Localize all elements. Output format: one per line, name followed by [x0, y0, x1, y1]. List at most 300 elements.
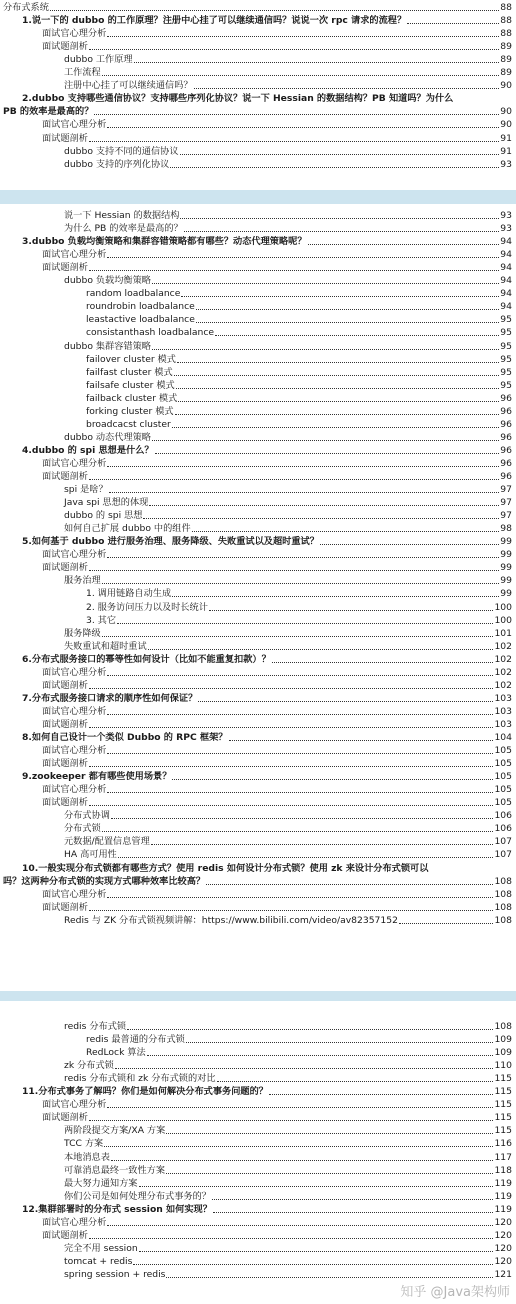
toc-entry[interactable]: [0, 1216, 512, 1229]
toc-page-number: 108: [494, 875, 512, 887]
toc-dot-leader: [107, 466, 499, 467]
toc-entry[interactable]: [0, 1190, 512, 1203]
toc-entry-title: consistanthash loadbalance: [86, 327, 215, 339]
toc-dot-leader: [320, 544, 499, 545]
toc-page-number: 105: [494, 758, 512, 770]
toc-entry[interactable]: [0, 1046, 512, 1059]
toc-entry[interactable]: [0, 640, 512, 653]
toc-page-number: 95: [500, 353, 512, 365]
toc-entry[interactable]: [0, 222, 512, 235]
toc-entry[interactable]: [0, 483, 512, 496]
toc-entry[interactable]: [0, 379, 512, 392]
toc-entry[interactable]: [0, 796, 512, 809]
toc-entry[interactable]: [0, 1020, 512, 1033]
toc-entry-title: zk 分布式锁: [64, 1060, 114, 1072]
toc-entry[interactable]: [0, 1255, 512, 1268]
toc-entry[interactable]: [0, 744, 512, 757]
toc-entry[interactable]: [0, 1124, 512, 1137]
toc-dot-leader: [172, 427, 500, 428]
toc-entry-title: 5.如何基于 dubbo 进行服务治理、服务降级、失败重试以及超时重试？: [22, 536, 319, 548]
toc-page-number: 120: [494, 1255, 512, 1267]
toc-entry[interactable]: [0, 666, 512, 679]
toc-entry-title: spring session + redis: [64, 1268, 166, 1280]
toc-page-number: 100: [494, 601, 512, 613]
toc-page-number: 118: [494, 1164, 512, 1176]
toc-entry-title: redis 分布式锁和 zk 分布式锁的对比: [64, 1073, 216, 1085]
toc-dot-leader: [89, 1120, 494, 1121]
toc-page-number: 108: [494, 914, 512, 926]
toc-dot-leader: [107, 792, 493, 793]
toc-page-number: 89: [500, 54, 512, 66]
toc-page-number: 95: [500, 366, 512, 378]
toc-dot-leader: [109, 492, 500, 493]
toc-dot-leader: [217, 1081, 494, 1082]
toc-dot-leader: [269, 1094, 493, 1095]
toc-dot-leader: [148, 649, 494, 650]
toc-entry[interactable]: [0, 353, 512, 366]
toc-page-number: 109: [494, 1034, 512, 1046]
toc-entry[interactable]: [0, 1, 512, 14]
toc-entry[interactable]: [0, 340, 512, 353]
toc-page-number: 93: [500, 210, 512, 221]
toc-entry-title: 3.dubbo 负载均衡策略和集群容错策略都有哪些？动态代理策略呢？: [22, 236, 307, 248]
toc-page-number: 120: [494, 1229, 512, 1241]
toc-entry-title: 3. 其它: [86, 614, 117, 626]
toc-dot-leader: [180, 218, 499, 219]
toc-page-number: 99: [500, 575, 512, 587]
toc-entry[interactable]: [0, 431, 512, 444]
toc-page-number: 96: [500, 471, 512, 482]
toc-dot-leader: [194, 88, 500, 89]
toc-dot-leader: [139, 1251, 494, 1252]
toc-entry[interactable]: [0, 261, 512, 274]
toc-entry[interactable]: [0, 653, 512, 666]
toc-entry-title: 工作流程: [64, 67, 101, 79]
toc-page-number: 106: [494, 810, 512, 822]
toc-entry[interactable]: [0, 392, 512, 405]
toc-entry-title: 1. 调用链路自动生成: [86, 588, 172, 600]
toc-dot-leader: [107, 127, 499, 128]
toc-entry[interactable]: [0, 587, 512, 600]
toc-dot-leader: [104, 1146, 493, 1147]
toc-page-number: 96: [500, 431, 512, 443]
toc-page-number: 94: [500, 301, 512, 313]
toc-entry-title: 为什么 PB 的效率是最高的？: [64, 223, 183, 235]
toc-dot-leader: [89, 805, 494, 806]
toc-entry[interactable]: [0, 601, 512, 614]
toc-page-number: 88: [500, 2, 512, 13]
toc-entry[interactable]: [0, 574, 512, 587]
toc-page-number: 107: [494, 836, 512, 848]
toc-entry-title: 面试官心理分析: [42, 784, 107, 796]
toc-entry-title: 分布式锁: [64, 823, 101, 835]
toc-dot-leader: [143, 518, 499, 519]
toc-entry-title: 9.zookeeper 都有哪些使用场景？: [22, 771, 172, 783]
toc-entry-title: Java spi 思想的体现: [64, 497, 149, 509]
toc-dot-leader: [172, 779, 493, 780]
toc-dot-leader: [198, 701, 493, 702]
toc-entry[interactable]: [0, 822, 512, 835]
toc-page-number: 108: [494, 901, 512, 913]
toc-entry[interactable]: [0, 561, 512, 574]
toc-entry-title: PB 的效率是最高的？: [3, 106, 94, 118]
toc-page-number: 99: [500, 536, 512, 548]
toc-entry-title: 面试题剖析: [42, 901, 88, 913]
toc-entry[interactable]: [0, 158, 512, 171]
toc-page-number: 103: [494, 705, 512, 717]
toc-dot-leader: [115, 1068, 494, 1069]
toc-entry-title: forking cluster 模式: [86, 405, 174, 417]
toc-entry-title: 面试官心理分析: [42, 249, 107, 261]
toc-page-number: 93: [500, 158, 512, 170]
toc-entry[interactable]: [0, 274, 512, 287]
toc-entry[interactable]: [0, 14, 512, 27]
toc-dot-leader: [89, 49, 499, 50]
toc-dot-leader: [107, 557, 499, 558]
toc-entry[interactable]: [0, 1177, 512, 1190]
toc-page-number: 103: [494, 718, 512, 730]
toc-entry-title: 元数据/配置信息管理: [64, 836, 150, 848]
toc-entry[interactable]: [0, 522, 512, 535]
toc-entry[interactable]: [0, 848, 512, 861]
toc-entry[interactable]: [0, 614, 512, 627]
toc-page-number: 97: [500, 510, 512, 522]
toc-entry[interactable]: [0, 679, 512, 692]
toc-entry[interactable]: [0, 1229, 512, 1242]
toc-entry-title: 面试题剖析: [42, 679, 88, 691]
toc-page-number: 120: [494, 1216, 512, 1228]
toc-entry-title: broadcacst cluster: [86, 418, 171, 430]
toc-page-number: 120: [494, 1242, 512, 1254]
toc-entry[interactable]: [0, 1242, 512, 1255]
toc-page-1: [0, 0, 516, 190]
toc-dot-leader: [107, 1225, 493, 1226]
toc-entry-title: 服务治理: [64, 575, 101, 587]
toc-entry-title: TCC 方案: [64, 1138, 104, 1150]
toc-dot-leader: [89, 570, 499, 571]
toc-entry[interactable]: [0, 248, 512, 261]
toc-entry[interactable]: [0, 444, 512, 457]
toc-entry[interactable]: [0, 326, 512, 339]
toc-dot-leader: [166, 1173, 493, 1174]
toc-dot-leader: [308, 244, 500, 245]
toc-entry[interactable]: [0, 914, 512, 927]
toc-dot-leader: [178, 401, 499, 402]
toc-page-number: 96: [500, 418, 512, 430]
toc-entry[interactable]: [0, 1151, 512, 1164]
toc-entry-title: HA 高可用性: [64, 849, 117, 861]
toc-dot-leader: [147, 1055, 494, 1056]
toc-page-number: 121: [494, 1268, 512, 1280]
toc-page-number: 115: [494, 1086, 512, 1098]
toc-entry-title: 1.说一下的 dubbo 的工作原理？注册中心挂了可以继续通信吗？说说一次 rpc 请求的流程？: [22, 15, 407, 27]
toc-entry[interactable]: [0, 79, 512, 92]
toc-entry-title-line[interactable]: 2.dubbo 支持哪些通信协议？支持哪些序列化协议？说一下 Hessian 的数据结构？PB 知道吗？为什么: [22, 93, 454, 105]
toc-dot-leader: [102, 831, 494, 832]
toc-entry-title: failfast cluster 模式: [86, 366, 173, 378]
toc-entry-title: dubbo 工作原理: [64, 54, 133, 66]
toc-dot-leader: [149, 505, 499, 506]
toc-page-number: 102: [494, 679, 512, 691]
toc-entry-title: 面试官心理分析: [42, 119, 107, 131]
toc-entry[interactable]: [0, 875, 512, 888]
toc-page-number: 90: [500, 119, 512, 131]
toc-entry-title: 面试官心理分析: [42, 888, 107, 900]
toc-entry-title: 面试题剖析: [42, 718, 88, 730]
toc-entry[interactable]: [0, 209, 512, 222]
toc-entry[interactable]: [0, 1098, 512, 1111]
toc-entry-title: redis 最普通的分布式锁: [86, 1034, 185, 1046]
toc-entry[interactable]: [0, 535, 512, 548]
toc-dot-leader: [107, 753, 493, 754]
toc-entry[interactable]: [0, 418, 512, 431]
toc-entry[interactable]: [0, 809, 512, 822]
toc-entry-title: 面试官心理分析: [42, 457, 107, 469]
toc-entry-title: 面试官心理分析: [42, 28, 107, 40]
toc-page-2: [0, 204, 516, 991]
toc-entry-title: failsafe cluster 模式: [86, 379, 175, 391]
toc-entry-title-line[interactable]: 10.一般实现分布式锁都有哪些方式？使用 redis 如何设计分布式锁？使用 zk 来设计分布式锁可以: [22, 862, 429, 874]
toc-entry-title: 11.分布式事务了解吗？你们是如何解决分布式事务问题的？: [22, 1086, 268, 1098]
toc-entry[interactable]: [0, 705, 512, 718]
toc-page-number: 94: [500, 288, 512, 300]
toc-entry[interactable]: [0, 145, 512, 158]
toc-entry[interactable]: [0, 692, 512, 705]
toc-dot-leader: [212, 1199, 493, 1200]
toc-entry[interactable]: [0, 1033, 512, 1046]
toc-page-number: 100: [494, 614, 512, 626]
toc-dot-leader: [407, 23, 499, 24]
toc-page-number: 88: [500, 28, 512, 40]
toc-entry[interactable]: [0, 1164, 512, 1177]
toc-dot-leader: [215, 335, 499, 336]
toc-entry-title: redis 分布式锁: [64, 1021, 127, 1032]
toc-entry[interactable]: [0, 1137, 512, 1150]
toc-dot-leader: [196, 322, 499, 323]
toc-page-number: 91: [500, 145, 512, 157]
toc-page-number: 95: [500, 327, 512, 339]
toc-entry[interactable]: [0, 457, 512, 470]
toc-entry[interactable]: [0, 287, 512, 300]
toc-entry[interactable]: [0, 888, 512, 901]
toc-dot-leader: [186, 1042, 494, 1043]
toc-page-number: 115: [494, 1125, 512, 1137]
toc-entry[interactable]: [0, 509, 512, 522]
toc-entry[interactable]: [0, 1059, 512, 1072]
toc-dot-leader: [102, 636, 494, 637]
toc-page-number: 90: [500, 80, 512, 92]
toc-entry[interactable]: [0, 27, 512, 40]
toc-entry[interactable]: [0, 118, 512, 131]
toc-entry[interactable]: [0, 1203, 512, 1216]
toc-page-number: 119: [494, 1177, 512, 1189]
toc-entry-title: failback cluster 模式: [86, 392, 178, 404]
toc-dot-leader: [174, 375, 500, 376]
toc-entry-title: 8.如何自己设计一个类似 Dubbo 的 RPC 框架？: [22, 732, 228, 743]
toc-entry-title: 可靠消息最终一致性方案: [64, 1164, 166, 1176]
toc-dot-leader: [166, 1277, 493, 1278]
toc-entry-title: 2. 服务访问压力以及时长统计: [86, 601, 208, 613]
toc-page-number: 90: [500, 106, 512, 118]
toc-dot-leader: [133, 1264, 493, 1265]
toc-page-number: 105: [494, 784, 512, 796]
toc-entry[interactable]: [0, 300, 512, 313]
toc-dot-leader: [134, 62, 500, 63]
toc-entry-title: 面试题剖析: [42, 471, 88, 482]
toc-page-number: 96: [500, 405, 512, 417]
toc-entry[interactable]: [0, 40, 512, 53]
toc-entry[interactable]: [0, 105, 512, 118]
toc-entry-title: dubbo 动态代理策略: [64, 431, 151, 443]
toc-page-number: 108: [494, 1021, 512, 1032]
toc-dot-leader: [107, 675, 493, 676]
toc-dot-leader: [155, 453, 500, 454]
toc-dot-leader: [89, 910, 494, 911]
toc-entry-title: 完全不用 session: [64, 1242, 138, 1254]
toc-entry[interactable]: [0, 132, 512, 145]
toc-page-number: 95: [500, 314, 512, 326]
toc-entry-title: 12.集群部署时的分布式 session 如何实现？: [22, 1203, 212, 1215]
toc-dot-leader: [107, 714, 493, 715]
toc-entry-title: dubbo 的 spi 思想: [64, 510, 143, 522]
toc-entry-title: 两阶段提交方案/XA 方案: [64, 1125, 166, 1137]
toc-page-number: 99: [500, 562, 512, 574]
toc-entry[interactable]: [0, 313, 512, 326]
toc-page-number: 106: [494, 823, 512, 835]
toc-page-number: 108: [494, 888, 512, 900]
toc-dot-leader: [107, 897, 493, 898]
toc-page-number: 105: [494, 745, 512, 757]
toc-entry[interactable]: [0, 496, 512, 509]
toc-dot-leader: [175, 414, 500, 415]
toc-page-number: 115: [494, 1073, 512, 1085]
toc-page-number: 99: [500, 549, 512, 561]
toc-dot-leader: [89, 141, 499, 142]
toc-entry-title: spi 是啥？: [64, 484, 108, 496]
watermark: 知乎 @Java架构师: [400, 1285, 510, 1300]
toc-entry-title: 面试题剖析: [42, 797, 88, 809]
toc-dot-leader: [107, 257, 499, 258]
toc-page-number: 102: [494, 666, 512, 678]
toc-entry-title: 失败重试和超时重试: [64, 640, 147, 652]
toc-page-3: [0, 1001, 516, 1304]
toc-page-number: 107: [494, 849, 512, 861]
toc-dot-leader: [139, 1186, 494, 1187]
toc-entry[interactable]: [0, 405, 512, 418]
toc-entry[interactable]: [0, 757, 512, 770]
toc-page-number: 98: [500, 523, 512, 535]
toc-dot-leader: [107, 36, 499, 37]
toc-page-number: 116: [494, 1138, 512, 1150]
toc-dot-leader: [111, 818, 494, 819]
toc-page-number: 89: [500, 67, 512, 79]
toc-page-number: 101: [494, 627, 512, 639]
toc-entry[interactable]: [0, 470, 512, 483]
toc-dot-leader: [184, 231, 500, 232]
toc-page-number: 94: [500, 275, 512, 287]
toc-dot-leader: [89, 270, 499, 271]
toc-entry[interactable]: [0, 1085, 512, 1098]
toc-page-number: 95: [500, 340, 512, 352]
toc-entry[interactable]: [0, 66, 512, 79]
toc-page-number: 115: [494, 1112, 512, 1124]
toc-entry-title: 面试官心理分析: [42, 745, 107, 757]
toc-entry-title: Redis 与 ZK 分布式锁视频讲解：https://www.bilibili.com/video/av82357152: [64, 914, 398, 926]
toc-page-number: 105: [494, 797, 512, 809]
toc-page-number: 103: [494, 692, 512, 704]
toc-entry-title: 面试题剖析: [42, 758, 88, 770]
toc-entry[interactable]: [0, 548, 512, 561]
toc-dot-leader: [89, 1238, 494, 1239]
toc-entry[interactable]: [0, 783, 512, 796]
toc-dot-leader: [127, 1029, 493, 1030]
toc-entry-title: 面试官心理分析: [42, 549, 107, 561]
toc-entry-title: 4.dubbo 的 spi 思想是什么？: [22, 444, 154, 456]
toc-entry[interactable]: [0, 627, 512, 640]
toc-entry[interactable]: [0, 366, 512, 379]
toc-entry-title: 吗？这两种分布式锁的实现方式哪种效率比较高？: [3, 875, 206, 887]
toc-dot-leader: [152, 283, 499, 284]
toc-page-number: 119: [494, 1203, 512, 1215]
toc-entry[interactable]: [0, 718, 512, 731]
toc-entry-title: 你们公司是如何处理分布式事务的？: [64, 1190, 211, 1202]
toc-page-number: 97: [500, 484, 512, 496]
toc-dot-leader: [151, 844, 494, 845]
toc-entry-title: 最大努力通知方案: [64, 1177, 138, 1189]
toc-entry-title: 面试题剖析: [42, 562, 88, 574]
toc-dot-leader: [180, 154, 500, 155]
toc-dot-leader: [102, 75, 500, 76]
toc-dot-leader: [172, 596, 499, 597]
toc-page-number: 115: [494, 1099, 512, 1111]
toc-entry-title: random loadbalance: [86, 288, 181, 300]
toc-entry[interactable]: [0, 53, 512, 66]
toc-entry[interactable]: [0, 770, 512, 783]
toc-entry-title: 面试官心理分析: [42, 1216, 107, 1228]
toc-dot-leader: [118, 857, 494, 858]
toc-dot-leader: [117, 623, 493, 624]
toc-entry[interactable]: [0, 1072, 512, 1085]
toc-dot-leader: [181, 296, 499, 297]
toc-entry[interactable]: [0, 1268, 512, 1281]
toc-dot-leader: [170, 167, 499, 168]
toc-dot-leader: [89, 688, 494, 689]
toc-entry-title: 面试题剖析: [42, 262, 88, 274]
toc-dot-leader: [272, 662, 494, 663]
toc-dot-leader: [152, 349, 499, 350]
toc-dot-leader: [50, 10, 499, 11]
toc-dot-leader: [176, 388, 500, 389]
toc-dot-leader: [177, 362, 499, 363]
toc-page-number: 88: [500, 15, 512, 27]
toc-page-number: 102: [494, 653, 512, 665]
toc-entry[interactable]: [0, 1111, 512, 1124]
toc-entry[interactable]: [0, 901, 512, 914]
toc-entry[interactable]: [0, 835, 512, 848]
toc-page-number: 104: [494, 732, 512, 743]
toc-dot-leader: [229, 740, 494, 741]
toc-dot-leader: [166, 1133, 493, 1134]
toc-dot-leader: [89, 479, 499, 480]
toc-entry[interactable]: [0, 731, 512, 744]
toc-dot-leader: [89, 727, 494, 728]
toc-page-number: 95: [500, 379, 512, 391]
toc-entry-title: 服务降级: [64, 627, 101, 639]
toc-page-number: 99: [500, 588, 512, 600]
toc-entry[interactable]: [0, 235, 512, 248]
toc-page-number: 119: [494, 1190, 512, 1202]
toc-dot-leader: [196, 309, 499, 310]
